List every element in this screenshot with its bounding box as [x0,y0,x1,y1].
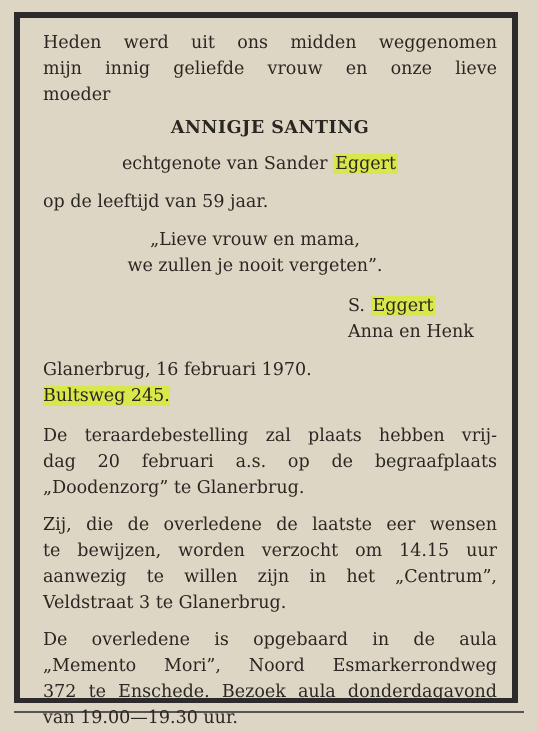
intro-line-1: Heden werd uit ons midden weggenomen [43,33,497,53]
condolence-paragraph [43,512,497,616]
address-line [43,383,497,409]
address-highlight: Bultsweg 245. [43,386,170,406]
death-announcement [43,30,497,731]
signature-surname-highlight: Eggert [372,296,434,316]
viewing-line-1: De overledene is opgebaard in de aula [43,630,497,650]
signature-others: Anna en Henk [348,322,474,342]
viewing-paragraph [43,627,497,731]
spouse-prefix: echtgenote van Sander [121,154,328,174]
intro-line-3: moeder [43,85,111,105]
condolence-line-4: Veldstraat 3 te Glanerbrug. [43,593,287,613]
viewing-line-4: van 19.00—19.30 uur. [43,708,238,728]
funeral-paragraph [43,423,497,501]
condolence-line-2: te bewijzen, worden verzocht om 14.15 uur [43,541,497,561]
viewing-line-3: 372 te Enschede. Bezoek aula donderdagavond [43,682,497,702]
funeral-line-2: dag 20 februari a.s. op de begraafplaats [43,452,497,472]
spouse-surname-highlight: Eggert [335,154,397,174]
spouse-line [43,151,497,177]
place-date: Glanerbrug, 16 februari 1970. [43,360,312,380]
signature-line-1 [348,293,497,319]
quote [43,227,497,279]
intro-line-2: mijn innig geliefde vrouw en onze lieve [43,59,497,79]
condolence-line-3: aanwezig te willen zijn in het „Centrum”, [43,567,497,587]
quote-line-1: „Lieve vrouw en mama, [150,230,360,250]
funeral-line-1: De teraardebestelling zal plaats hebben vrij- [43,426,497,446]
signature [348,293,497,345]
intro-paragraph [43,30,497,108]
age-line: op de leeftijd van 59 jaar. [43,192,269,212]
quote-line-2: we zullen je nooit vergeten”. [127,256,383,276]
signature-initial: S. [348,296,365,316]
viewing-line-2: „Memento Mori”, Noord Esmarkerrondweg [43,656,497,676]
funeral-line-3: „Doodenzorg” te Glanerbrug. [43,478,305,498]
deceased-name: ANNIGJE SANTING [170,118,370,138]
condolence-line-1: Zij, die de overledene de laatste eer wensen [43,515,497,535]
place-and-address [43,357,497,409]
